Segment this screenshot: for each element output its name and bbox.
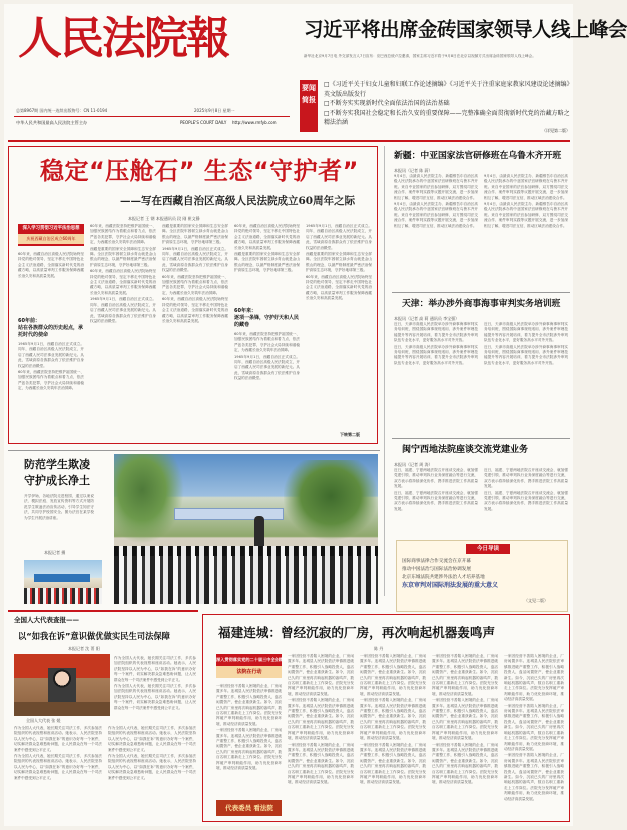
- fujian-paragraph: 一家因经营不善陷入困境的企业，厂房闲置多年。连城县人民法院依法审慎推进破产重整工作，积极引入战略投资人，盘活闲置资产，使企业重获新生。如今，沉寂已久的厂房里再次响起机器的轰鸣声，数百名职工重新走上工作岗位。法院充分发挥破产审判职能作用，助力优化营商环境，推动经济高质量发展。: [504, 654, 564, 702]
- npc-paragraph: 作为全国人大代表，她长期关注司法工作，多次参加法院组织的代表视察和座谈活动。她表示，人民法院坚持以人民为中心，以“如我在诉”的意识办好每一个案件，切实解决群众急难愁盼问题，让人民群众在每一个司法案件中感受到公平正义。: [14, 754, 102, 780]
- fujian-paragraph: 一家因经营不善陷入困境的企业，厂房闲置多年。连城县人民法院依法审慎推进破产重整工作，积极引入战略投资人，盘活闲置资产，使企业重获新生。如今，沉寂已久的厂房里再次响起机器的轰鸣声，数百名职工重新走上工作岗位。法院充分发挥破产审判职能作用，助力优化营商环境，推动经济高质量发展。: [360, 654, 426, 696]
- fujian-col-3: [360, 654, 426, 818]
- fujian-paragraph: 一家因经营不善陷入困境的企业，厂房闲置多年。连城县人民法院依法审慎推进破产重整工作，积极引入战略投资人，盘活闲置资产，使企业重获新生。如今，沉寂已久的厂房里再次响起机器的轰鸣声，数百名职工重新走上工作岗位。法院充分发挥破产审判职能作用，助力优化营商环境，推动经济高质量发展。: [504, 753, 564, 801]
- right-news-1-title[interactable]: 新疆：中亚国家法官研修班在乌鲁木齐开班: [394, 151, 562, 161]
- right-news-1-body-2: [484, 174, 568, 288]
- right-news-2-text: 近日，天津市高级人民法院举办涉外商事海事审判实务培训班，围绕国际商事规则适用、涉外案件审理技能提升等内容开展培训，着力提升全市法院涉外审判队伍专业化水平，更好服务高水平对外开放。: [394, 344, 478, 365]
- right-news-3-text: 近日，福建、宁夏两地法院召开座谈交流会，就加强党建引领、推动审判执行业务深度融合等进行交流，双方表示将持续深化协作，携手推进法院工作高质量发展。: [394, 468, 478, 489]
- top-headline[interactable]: 习近平将出席金砖国家领导人线上峰会: [304, 18, 627, 41]
- right-news-3-text: 近日，福建、宁夏两地法院召开座谈交流会，就加强党建引领、推动审判执行业务深度融合等进行交流，双方表示将持续深化协作，携手推进法院工作高质量发展。: [484, 490, 568, 511]
- lead-paragraph: 西藏是重要的国家安全屏障和生态安全屏障。全区法院牢固树立绿水青山就是金山银山的理念，以最严格制度最严密法治保护高原生态环境，守护好地球第三极。: [306, 252, 372, 273]
- lower-rule: [8, 610, 198, 612]
- photo-story-paragraph: 开学伊始，各地法院走进校园，通过以案说法、模拟法庭、发放宣传资料等方式开展防范学生欺凌法治宣传活动，引导学生知法守法，共同守护校园安全。图为法官在某学校为学生开展法治讲座。: [24, 494, 94, 520]
- fujian-col-5: [504, 654, 564, 818]
- fujian-paragraph: 一家因经营不善陷入困境的企业，厂房闲置多年。连城县人民法院依法审慎推进破产重整工作，积极引入战略投资人，盘活闲置资产，使企业重获新生。如今，沉寂已久的厂房里再次响起机器的轰鸣声，数百名职工重新走上工作岗位。法院充分发挥破产审判职能作用，助力优化营商环境，推动经济高质量发展。: [288, 654, 354, 696]
- npc-paragraph: 作为全国人大代表，她长期关注司法工作，多次参加法院组织的代表视察和座谈活动。她表示，人民法院坚持以人民为中心，以“如我在诉”的意识办好每一个案件，切实解决群众急难愁盼问题，让人民群众在每一个司法案件中感受到公平正义。: [114, 684, 196, 710]
- right-news-1-byline: 本报讯（记者 陈 蔚）: [394, 168, 433, 173]
- lead-col-3: [162, 224, 228, 438]
- right-news-1-text: 9月4日，由最高人民法院主办、新疆维吾尔自治区高级人民法院承办的中亚国家法官研修班在乌鲁木齐开班。来自中亚国家的法官参加研修，双方围绕司法交流合作、案件审判实践等议题开展交流，进一步加深相互了解，增进司法互信，推动区域法治建设合作。: [394, 174, 478, 200]
- right-news-1-text: 9月4日，由最高人民法院主办、新疆维吾尔自治区高级人民法院承办的中亚国家法官研修班在乌鲁木齐开班。来自中亚国家的法官参加研修，双方围绕司法交流合作、案件审判实践等议题开展交流，进一步加深相互了解，增进司法互信，推动区域法治建设合作。: [484, 174, 568, 200]
- brief-item[interactable]: □不断夯实我国社会稳定和长治久安的重要保障——完整准确全面贯彻新时代党的治藏方略之精法治涵: [324, 109, 570, 127]
- today-guide-item[interactable]: 东京审判对国际刑法发展的重大意义: [402, 582, 499, 589]
- thumb-crowd: [24, 588, 102, 604]
- lead-col-4: [234, 224, 300, 304]
- fujian-footer-banner: 代表委员 看法院: [216, 800, 282, 816]
- photo-story-text: [24, 494, 94, 544]
- today-guide-item[interactable]: 推动中国法治与国际法治协调发展: [402, 567, 471, 572]
- npc-photo-desk: [14, 702, 110, 716]
- lead-continued[interactable]: 下转第二版: [340, 432, 360, 437]
- newspaper-page: [4, 4, 627, 826]
- lead-col-1: [18, 252, 84, 316]
- fujian-paragraph: 一家因经营不善陷入困境的企业，厂房闲置多年。连城县人民法院依法审慎推进破产重整工作，积极引入战略投资人，盘活闲置资产，使企业重获新生。如今，沉寂已久的厂房里再次响起机器的轰鸣声，数百名职工重新走上工作岗位。法院充分发挥破产审判职能作用，助力优化营商环境，推动经济高质量发展。: [360, 742, 426, 785]
- lead-col-4b: [234, 332, 300, 438]
- lead-subhead-1-a: 60年前：: [18, 318, 40, 324]
- fujian-col-1: [216, 684, 282, 796]
- masthead-authority: 中华人民共和国最高人民法院主管主办: [16, 120, 88, 125]
- npc-photo: [14, 654, 110, 716]
- lead-article-title[interactable]: 稳定“压舱石” 生态“守护者”: [40, 157, 359, 185]
- fujian-byline: 陈 丹: [374, 646, 384, 651]
- right-news-3-text: 近日，福建、宁夏两地法院召开座谈交流会，就加强党建引领、推动审判执行业务深度融合等进行交流，双方表示将持续深化协作，携手推进法院工作高质量发展。: [394, 490, 478, 511]
- briefs-label: [300, 80, 318, 132]
- fujian-title[interactable]: 福建连城：曾经沉寂的厂房，再次响起机器轰鸣声: [218, 625, 496, 640]
- lead-banner: [18, 224, 84, 246]
- photo-tree: [284, 460, 378, 540]
- npc-paragraph: 作为全国人大代表，她长期关注司法工作，多次参加法院组织的代表视察和座谈活动。她表示，人民法院坚持以人民为中心，以“如我在诉”的意识办好每一个案件，切实解决群众急难愁盼问题，让人民群众在每一个司法案件中感受到公平正义。: [14, 726, 102, 752]
- lead-article-byline: 本报记者 王 钢 本报通讯员 段 刚 崔文静: [128, 216, 200, 221]
- today-guide-item[interactable]: 国际商事法律合作交流会在京开幕: [402, 559, 471, 564]
- brief-item[interactable]: □《习近平关于妇女儿童和妇联工作论述摘编》《习近平关于注重家庭家教家风建设论述摘编》英文版出版发行: [324, 81, 570, 98]
- right-news-3-body: [394, 468, 478, 536]
- right-news-rule: [392, 292, 570, 293]
- masthead-date: 2025年9月8日 星期一: [194, 108, 235, 113]
- thumb-banner: [34, 574, 90, 582]
- right-news-2-text: 近日，天津市高级人民法院举办涉外商事海事审判实务培训班，围绕国际商事规则适用、涉外案件审理技能提升等内容开展培训，着力提升全市法院涉外审判队伍专业化水平，更好服务高水平对外开放。: [484, 344, 568, 365]
- photo-story-rule: [8, 450, 380, 451]
- masthead-rule: [14, 116, 290, 117]
- lead-paragraph: 西藏是重要的国家安全屏障和生态安全屏障。全区法院牢固树立绿水青山就是金山银山的理念，以最严格制度最严密法治保护高原生态环境，守护好地球第三极。: [162, 224, 228, 245]
- lead-subhead-2-b: 逐项一条锋，守护好天和人民的藏卷: [234, 315, 300, 328]
- lead-paragraph: 60年来，西藏法院坚持把维护祖国统一、加强民族团结作为着眼点和着力点，依法严惩各类犯罪，守护社会大局持续和谐稳定，为西藏长治久安筑牢法治屏障。: [162, 274, 228, 295]
- fujian-banner: [216, 654, 288, 678]
- right-news-rule: [392, 438, 570, 439]
- lead-paragraph: 60年来，西藏法院坚持把维护祖国统一、加强民族团结作为着眼点和着力点，依法严惩各类犯罪，守护社会大局持续和谐稳定，为西藏长治久安筑牢法治屏障。: [18, 370, 84, 391]
- right-col-divider: [384, 146, 385, 596]
- fujian-paragraph: 一家因经营不善陷入困境的企业，厂房闲置多年。连城县人民法院依法审慎推进破产重整工作，积极引入战略投资人，盘活闲置资产，使企业重获新生。如今，沉寂已久的厂房里再次响起机器的轰鸣声，数百名职工重新走上工作岗位。法院充分发挥破产审判职能作用，助力优化营商环境，推动经济高质量发展。: [432, 654, 498, 696]
- right-news-3-byline: 本报讯（记者 周 涛）: [394, 462, 433, 467]
- lead-col-2: [90, 224, 156, 438]
- today-guide-page-ref: （文见二版）: [524, 598, 548, 603]
- fujian-paragraph: 一家因经营不善陷入困境的企业，厂房闲置多年。连城县人民法院依法审慎推进破产重整工作，积极引入战略投资人，盘活闲置资产，使企业重获新生。如今，沉寂已久的厂房里再次响起机器的轰鸣声，数百名职工重新走上工作岗位。法院充分发挥破产审判职能作用，助力优化营商环境，推动经济高质量发展。: [216, 728, 282, 771]
- photo-crowd-heads: [114, 546, 378, 556]
- top-headline-snippet: 新华社北京9月7日电 外交部发言人7日宣布：应巴西总统卢拉邀请，国家主席习近平将于9月8日在北京以视频方式出席金砖国家领导人线上峰会。: [304, 54, 536, 58]
- today-guide-list: [402, 558, 564, 590]
- photo-story-image: [114, 454, 378, 604]
- photo-banner: [174, 508, 284, 520]
- briefs-label-2: 简报: [302, 96, 316, 104]
- lead-paragraph: 西藏是重要的国家安全屏障和生态安全屏障。全区法院牢固树立绿水青山就是金山银山的理念，以最严格制度最严密法治保护高原生态环境，守护好地球第三极。: [90, 246, 156, 267]
- lead-paragraph: 1965年9月1日，西藏自治区正式成立。同年，西藏自治区高级人民法院成立，开启了西藏人民司法事业发展的新纪元。从此，雪域高原各族群众有了依法维护自身权益的法治殿堂。: [90, 297, 156, 323]
- lead-paragraph: 西藏是重要的国家安全屏障和生态安全屏障。全区法院牢固树立绿水青山就是金山银山的理念，以最严格制度最严密法治保护高原生态环境，守护好地球第三极。: [234, 252, 300, 273]
- npc-side-text: [114, 656, 196, 722]
- npc-paragraph: 作为全国人大代表，她长期关注司法工作，多次参加法院组织的代表视察和座谈活动。她表示，人民法院坚持以人民为中心，以“如我在诉”的意识办好每一个案件，切实解决群众急难愁盼问题，让人民群众在每一个司法案件中感受到公平正义。: [114, 656, 196, 682]
- right-news-2-body: [394, 322, 478, 434]
- photo-story-thumb: [24, 560, 102, 604]
- brief-item[interactable]: □不断夯实实现新时代全面依法治国的法治基础: [324, 100, 450, 108]
- lead-col-5: [306, 224, 372, 430]
- lead-paragraph: 1965年9月1日，西藏自治区正式成立。同年，西藏自治区高级人民法院成立，开启了西藏人民司法事业发展的新纪元。从此，雪域高原各族群众有了依法维护自身权益的法治殿堂。: [306, 224, 372, 250]
- fujian-paragraph: 一家因经营不善陷入困境的企业，厂房闲置多年。连城县人民法院依法审慎推进破产重整工作，积极引入战略投资人，盘活闲置资产，使企业重获新生。如今，沉寂已久的厂房里再次响起机器的轰鸣声，数百名职工重新走上工作岗位。法院充分发挥破产审判职能作用，助力优化营商环境，推动经济高质量发展。: [432, 742, 498, 785]
- lead-paragraph: 60年来，西藏法院坚持把维护祖国统一、加强民族团结作为着眼点和着力点，依法严惩各类犯罪，守护社会大局持续和谐稳定，为西藏长治久安筑牢法治屏障。: [90, 224, 156, 245]
- fujian-paragraph: 一家因经营不善陷入困境的企业，厂房闲置多年。连城县人民法院依法审慎推进破产重整工作，积极引入战略投资人，盘活闲置资产，使企业重获新生。如今，沉寂已久的厂房里再次响起机器的轰鸣声，数百名职工重新走上工作岗位。法院充分发挥破产审判职能作用，助力优化营商环境，推动经济高质量发展。: [288, 698, 354, 741]
- fujian-col-4: [432, 654, 498, 818]
- npc-paragraph: 作为全国人大代表，她长期关注司法工作，多次参加法院组织的代表视察和座谈活动。她表示，人民法院坚持以人民为中心，以“如我在诉”的意识办好每一个案件，切实解决群众急难愁盼问题，让人民群众在每一个司法案件中感受到公平正义。: [108, 726, 196, 752]
- masthead-url: http://www.rmfyb.com: [232, 120, 277, 125]
- fujian-paragraph: 一家因经营不善陷入困境的企业，厂房闲置多年。连城县人民法院依法审慎推进破产重整工作，积极引入战略投资人，盘活闲置资产，使企业重获新生。如今，沉寂已久的厂房里再次响起机器的轰鸣声，数百名职工重新走上工作岗位。法院充分发挥破产审判职能作用，助力优化营商环境，推动经济高质量发展。: [288, 742, 354, 785]
- lead-banner-title: 深入学习贯彻习近平法治思想: [22, 226, 80, 231]
- npc-body-2: [108, 726, 196, 822]
- right-news-1-body: [394, 174, 478, 288]
- right-news-2-text: 近日，天津市高级人民法院举办涉外商事海事审判实务培训班，围绕国际商事规则适用、涉外案件审理技能提升等内容开展培训，着力提升全市法院涉外审判队伍专业化水平，更好服务高水平对外开放。: [484, 322, 568, 343]
- masthead-brand: PEOPLE'S COURT DAILY: [180, 120, 227, 125]
- right-news-2-title[interactable]: 天津：举办涉外商事海事审判实务培训班: [402, 299, 561, 309]
- npc-body-1: [14, 726, 102, 822]
- fujian-paragraph: 一家因经营不善陷入困境的企业，厂房闲置多年。连城县人民法院依法审慎推进破产重整工作，积极引入战略投资人，盘活闲置资产，使企业重获新生。如今，沉寂已久的厂房里再次响起机器的轰鸣声，数百名职工重新走上工作岗位。法院充分发挥破产审判职能作用，助力优化营商环境，推动经济高质量发展。: [504, 703, 564, 751]
- masthead-title: 人民法院報: [18, 13, 228, 64]
- right-news-1-text: 9月4日，由最高人民法院主办、新疆维吾尔自治区高级人民法院承办的中亚国家法官研修班在乌鲁木齐开班。来自中亚国家的法官参加研修，双方围绕司法交流合作、案件审判实践等议题开展交流，进一步加深相互了解，增进司法互信，推动区域法治建设合作。: [394, 202, 478, 228]
- lead-paragraph: 1965年9月1日，西藏自治区正式成立。同年，西藏自治区高级人民法院成立，开启了西藏人民司法事业发展的新纪元。从此，雪域高原各族群众有了依法维护自身权益的法治殿堂。: [18, 342, 84, 368]
- right-news-3-text: 近日，福建、宁夏两地法院召开座谈交流会，就加强党建引领、推动审判执行业务深度融合等进行交流，双方表示将持续深化协作，携手推进法院工作高质量发展。: [484, 468, 568, 489]
- photo-tree: [114, 454, 184, 544]
- right-news-2-byline: 本报讯（记者 高 莉 通讯员 李宝强）: [394, 316, 460, 321]
- lead-paragraph: 60年来，西藏自治区高级人民法院始终坚持党的绝对领导，坚定不移走中国特色社会主义法治道路，全面落实新时代党的治藏方略，以高质量审判工作服务保障西藏长治久安和高质量发展。: [162, 297, 228, 323]
- lead-article-subtitle: ——写在西藏自治区高级人民法院成立60周年之际: [120, 195, 356, 207]
- photo-story-credit: 本报记者 摄: [44, 550, 66, 555]
- lead-subhead-2: [234, 308, 300, 329]
- npc-byline: 本报记者 沈 菁 阳: [68, 646, 100, 651]
- briefs-label-1: 要闻: [302, 84, 316, 92]
- lead-paragraph: 60年来，西藏自治区高级人民法院始终坚持党的绝对领导，坚定不移走中国特色社会主义法治道路，全面落实新时代党的治藏方略，以高质量审判工作服务保障西藏长治久安和高质量发展。: [306, 274, 372, 301]
- npc-title[interactable]: 以“如我在诉”意识做优做实民生司法保障: [18, 631, 170, 641]
- lead-subhead-2-a: 60年来：: [234, 308, 256, 314]
- fujian-paragraph: 一家因经营不善陷入困境的企业，厂房闲置多年。连城县人民法院依法审慎推进破产重整工作，积极引入战略投资人，盘活闲置资产，使企业重获新生。如今，沉寂已久的厂房里再次响起机器的轰鸣声，数百名职工重新走上工作岗位。法院充分发挥破产审判职能作用，助力优化营商环境，推动经济高质量发展。: [360, 698, 426, 741]
- today-guide-item[interactable]: 北京东城法院共建涉外法治人才培养基地: [402, 575, 485, 580]
- photo-story-title-1[interactable]: 防范学生欺凌: [24, 458, 90, 471]
- lead-paragraph: 1965年9月1日，西藏自治区正式成立。同年，西藏自治区高级人民法院成立，开启了西藏人民司法事业发展的新纪元。从此，雪域高原各族群众有了依法维护自身权益的法治殿堂。: [162, 246, 228, 273]
- photo-story-title-2[interactable]: 守护成长净土: [24, 474, 90, 487]
- npc-photo-caption: 全国人大代表 张 媛: [26, 718, 61, 723]
- fujian-paragraph: 一家因经营不善陷入困境的企业，厂房闲置多年。连城县人民法院依法审慎推进破产重整工作，积极引入战略投资人，盘活闲置资产，使企业重获新生。如今，沉寂已久的厂房里再次响起机器的轰鸣声，数百名职工重新走上工作岗位。法院充分发挥破产审判职能作用，助力优化营商环境，推动经济高质量发展。: [216, 684, 282, 726]
- right-news-2-body-2: [484, 322, 568, 434]
- lead-paragraph: 60年来，西藏自治区高级人民法院始终坚持党的绝对领导，坚定不移走中国特色社会主义法治道路，全面落实新时代党的治藏方略，以高质量审判工作服务保障西藏长治久安和高质量发展。: [18, 252, 84, 278]
- npc-paragraph: 作为全国人大代表，她长期关注司法工作，多次参加法院组织的代表视察和座谈活动。她表示，人民法院坚持以人民为中心，以“如我在诉”的意识办好每一个案件，切实解决群众急难愁盼问题，让人民群众在每一个司法案件中感受到公平正义。: [108, 754, 196, 780]
- briefs-list: [324, 80, 570, 136]
- fujian-banner-sub: 法院在行动: [216, 666, 282, 678]
- right-news-1-text: 9月4日，由最高人民法院主办、新疆维吾尔自治区高级人民法院承办的中亚国家法官研修班在乌鲁木齐开班。来自中亚国家的法官参加研修，双方围绕司法交流合作、案件审判实践等议题开展交流，进一步加深相互了解，增进司法互信，推动区域法治建设合作。: [484, 202, 568, 228]
- today-guide-label: 今日导读: [466, 544, 510, 554]
- fujian-banner-title: 深入贯彻落实党的二十届三中全会精神: [216, 657, 288, 662]
- header-rule: [8, 140, 570, 142]
- fujian-col-2: [288, 654, 354, 818]
- right-news-3-title[interactable]: 闽宁西地法院座谈交流党建业务: [402, 445, 529, 455]
- lead-paragraph: 60年来，西藏自治区高级人民法院始终坚持党的绝对领导，坚定不移走中国特色社会主义法治道路，全面落实新时代党的治藏方略，以高质量审判工作服务保障西藏长治久安和高质量发展。: [234, 224, 300, 250]
- brief-page-ref: （详见第二版）: [542, 127, 570, 133]
- fujian-paragraph: 一家因经营不善陷入困境的企业，厂房闲置多年。连城县人民法院依法审慎推进破产重整工作，积极引入战略投资人，盘活闲置资产，使企业重获新生。如今，沉寂已久的厂房里再次响起机器的轰鸣声，数百名职工重新走上工作岗位。法院充分发挥破产审判职能作用，助力优化营商环境，推动经济高质量发展。: [432, 698, 498, 741]
- lead-paragraph: 60年来，西藏法院坚持把维护祖国统一、加强民族团结作为着眼点和着力点，依法严惩各类犯罪，守护社会大局持续和谐稳定，为西藏长治久安筑牢法治屏障。: [234, 332, 300, 353]
- masthead-info: 总第8967期 国内统一连续出版物号：CN 11-0194: [16, 108, 108, 113]
- npc-tag: 全国人大代表查报——: [14, 616, 79, 624]
- lead-banner-sub: 庆祝西藏自治区成立60周年: [18, 234, 84, 244]
- lead-subhead-1-b: 站在各族群众的历史起点，承托时代的使命: [18, 325, 84, 338]
- lead-subhead-1: [18, 318, 84, 339]
- right-news-3-body-2: [484, 468, 568, 536]
- right-news-2-text: 近日，天津市高级人民法院举办涉外商事海事审判实务培训班，围绕国际商事规则适用、涉外案件审理技能提升等内容开展培训，着力提升全市法院涉外审判队伍专业化水平，更好服务高水平对外开放。: [394, 322, 478, 343]
- lead-paragraph: 1965年9月1日，西藏自治区正式成立。同年，西藏自治区高级人民法院成立，开启了西藏人民司法事业发展的新纪元。从此，雪域高原各族群众有了依法维护自身权益的法治殿堂。: [234, 354, 300, 381]
- lead-col-1b: [18, 342, 84, 438]
- lead-paragraph: 60年来，西藏自治区高级人民法院始终坚持党的绝对领导，坚定不移走中国特色社会主义法治道路，全面落实新时代党的治藏方略，以高质量审判工作服务保障西藏长治久安和高质量发展。: [90, 269, 156, 295]
